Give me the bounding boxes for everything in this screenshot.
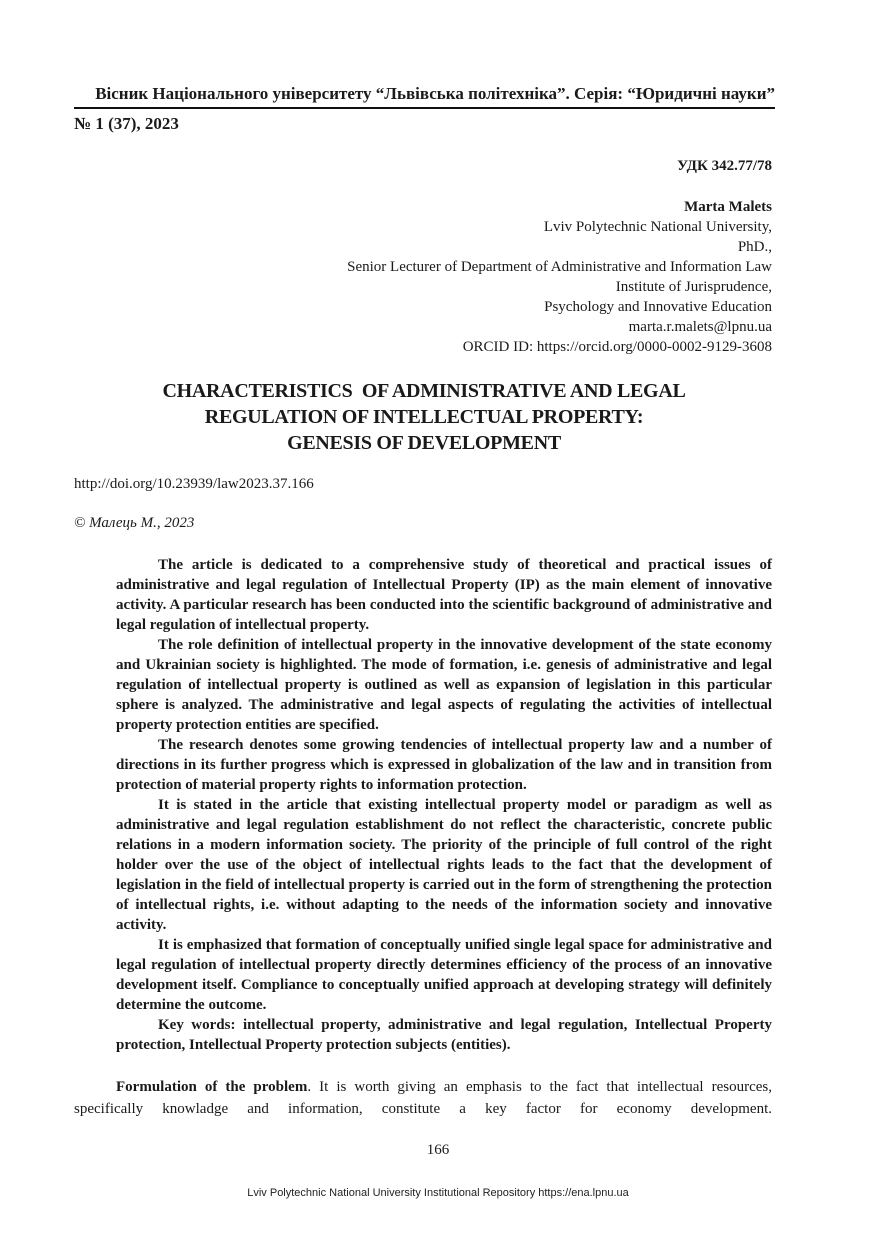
copyright-notice: © Малець М., 2023: [74, 515, 195, 531]
author-position: Senior Lecturer of Department of Administrative and Information Law: [347, 259, 772, 275]
abstract: [116, 555, 772, 1055]
section-text: . It is worth giving an emphasis to the fact that intellectual resources, specifically knowladge and information, constitute a key factor for economy development.: [74, 1079, 772, 1117]
repository-footer: Lviv Polytechnic National University Institutional Repository https://ena.lpnu.ua: [247, 1187, 629, 1199]
title-line: GENESIS OF DEVELOPMENT: [287, 432, 561, 454]
author-institute: Institute of Jurisprudence,: [615, 279, 772, 295]
author-block: [347, 197, 772, 357]
title-line: CHARACTERISTICS OF ADMINISTRATIVE AND LEGAL: [162, 380, 686, 402]
abstract-paragraph: It is stated in the article that existing intellectual property model or paradigm as well as administrative and legal regulation establishment do not reflect the characteristic, concrete public relations in a modern information society. The priority of the principle of full control of the right holder over the use of the object of intellectual rights leads to the fact that the development of legislation in the field of intellectual property is carried out in the form of strengthening the protection of intellectual rights, i.e. without adapting to the needs of the information society and innovative activity.: [116, 797, 772, 933]
abstract-paragraph: The research denotes some growing tendencies of intellectual property law and a number of directions in its further progress which is expressed in globalization of the law and in transition from protection of material property rights to information protection.: [116, 737, 772, 793]
author-affiliation: Lviv Polytechnic National University,: [543, 219, 772, 235]
journal-header: Вісник Національного університету “Львівська політехніка”. Серія: “Юридичні науки”: [74, 84, 775, 109]
author-degree: PhD.,: [737, 239, 772, 255]
author-email[interactable]: marta.r.malets@lpnu.ua: [628, 319, 772, 335]
page-number: 166: [426, 1142, 450, 1158]
body-paragraph: [74, 1076, 772, 1120]
author-name: Marta Malets: [684, 199, 772, 215]
author-institute-cont: Psychology and Innovative Education: [544, 299, 772, 315]
issue-number: № 1 (37), 2023: [74, 114, 179, 133]
abstract-paragraph: The article is dedicated to a comprehensive study of theoretical and practical issues of administrative and legal regulation of Intellectual Property (IP) as the main element of innovative activity. A particular research has been conducted into the scientific background of administrative and legal regulation of intellectual property.: [116, 557, 772, 633]
section-heading: Formulation of the problem: [116, 1079, 308, 1095]
abstract-paragraph: The role definition of intellectual property in the innovative development of the state economy and Ukrainian society is highlighted. The mode of formation, i.e. genesis of administrative and legal regulation of intellectual property is outlined as well as expansion of legislation in this particular sphere is analyzed. The administrative and legal aspects of regulating the activities of intellectual property protection entities are specified.: [116, 637, 772, 733]
title-line: REGULATION OF INTELLECTUAL PROPERTY:: [204, 406, 644, 428]
body-text: [74, 1076, 772, 1120]
author-orcid[interactable]: ORCID ID: https://orcid.org/0000-0002-9129-3608: [462, 339, 772, 355]
doi-link[interactable]: http://doi.org/10.23939/law2023.37.166: [74, 476, 314, 492]
article-title: [60, 378, 788, 456]
keywords: Key words: intellectual property, administrative and legal regulation, Intellectual Property protection, Intellectual Property protection subjects (entities).: [116, 1017, 772, 1053]
udc-code: УДК 342.77/78: [677, 158, 772, 174]
abstract-paragraph: It is emphasized that formation of conceptually unified single legal space for administrative and legal regulation of intellectual property directly determines efficiency of the process of an innovative development itself. Compliance to conceptually unified approach at developing strategy will definitely determine the outcome.: [116, 937, 772, 1013]
